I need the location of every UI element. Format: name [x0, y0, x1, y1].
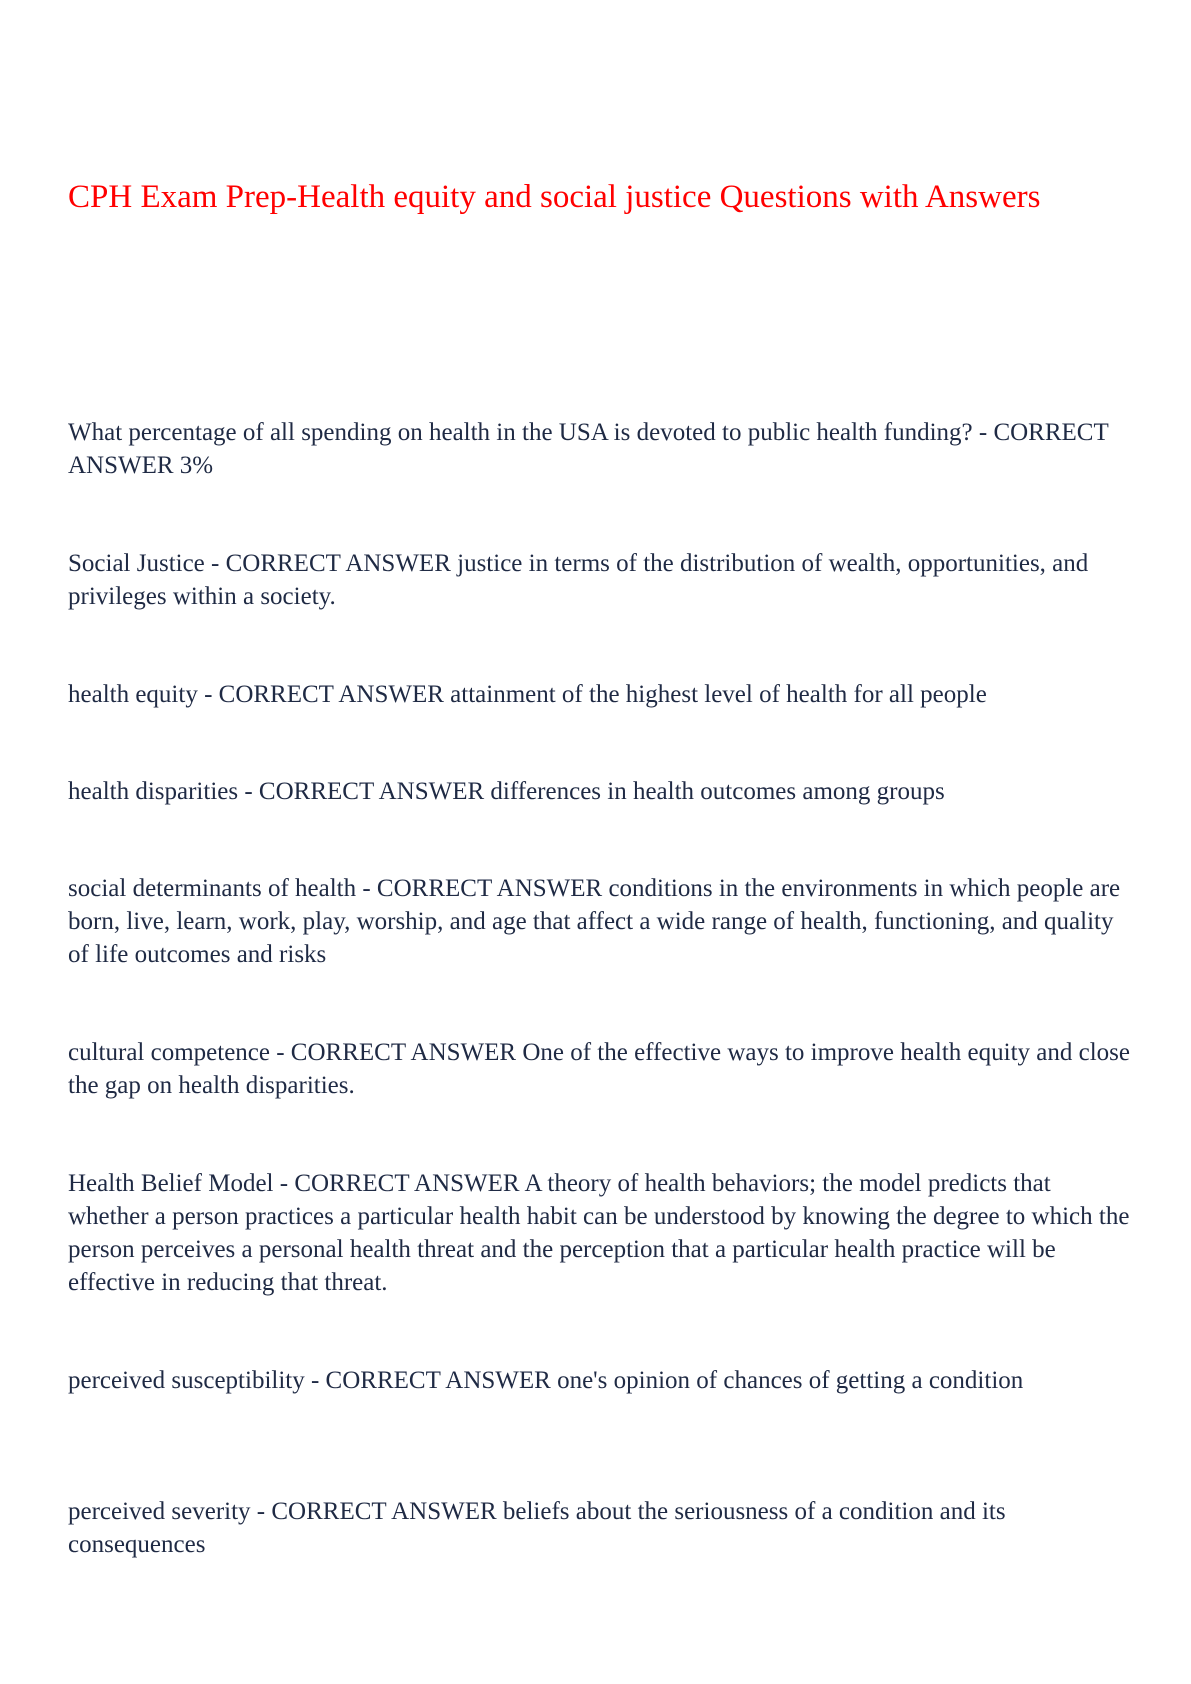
- qa-entry-cultural-competence: cultural competence - CORRECT ANSWER One of the effective ways to improve health equity and close the gap on health disparities.: [68, 1039, 1130, 1099]
- qa-entry-public-health-spending: What percentage of all spending on health in the USA is devoted to public health funding? - CORRECT ANSWER 3%: [68, 419, 1109, 479]
- qa-entry-social-determinants: social determinants of health - CORRECT ANSWER conditions in the environments in which people are born, live, learn, work, play, worship, and age that affect a wide range of health, functioning, and quality of life outcomes and risks: [68, 875, 1121, 968]
- qa-entry-social-justice: Social Justice - CORRECT ANSWER justice in terms of the distribution of wealth, opportunities, and privileges within a society.: [68, 550, 1089, 610]
- qa-entry-health-equity: health equity - CORRECT ANSWER attainment of the highest level of health for all people: [68, 681, 987, 708]
- qa-entry-perceived-severity: perceived severity - CORRECT ANSWER beliefs about the seriousness of a condition and its consequences: [68, 1498, 1006, 1558]
- document-title: CPH Exam Prep-Health equity and social justice Questions with Answers: [68, 179, 1041, 215]
- qa-entry-health-disparities: health disparities - CORRECT ANSWER differences in health outcomes among groups: [68, 778, 945, 805]
- qa-entry-perceived-susceptibility: perceived susceptibility - CORRECT ANSWER one's opinion of chances of getting a condition: [68, 1367, 1024, 1394]
- qa-entry-health-belief-model: Health Belief Model - CORRECT ANSWER A theory of health behaviors; the model predicts that whether a person practices a particular health habit can be understood by knowing the degree to which the person perceives a personal health threat and the perception that a particular health practice will be effective in reducing that threat.: [68, 1170, 1130, 1296]
